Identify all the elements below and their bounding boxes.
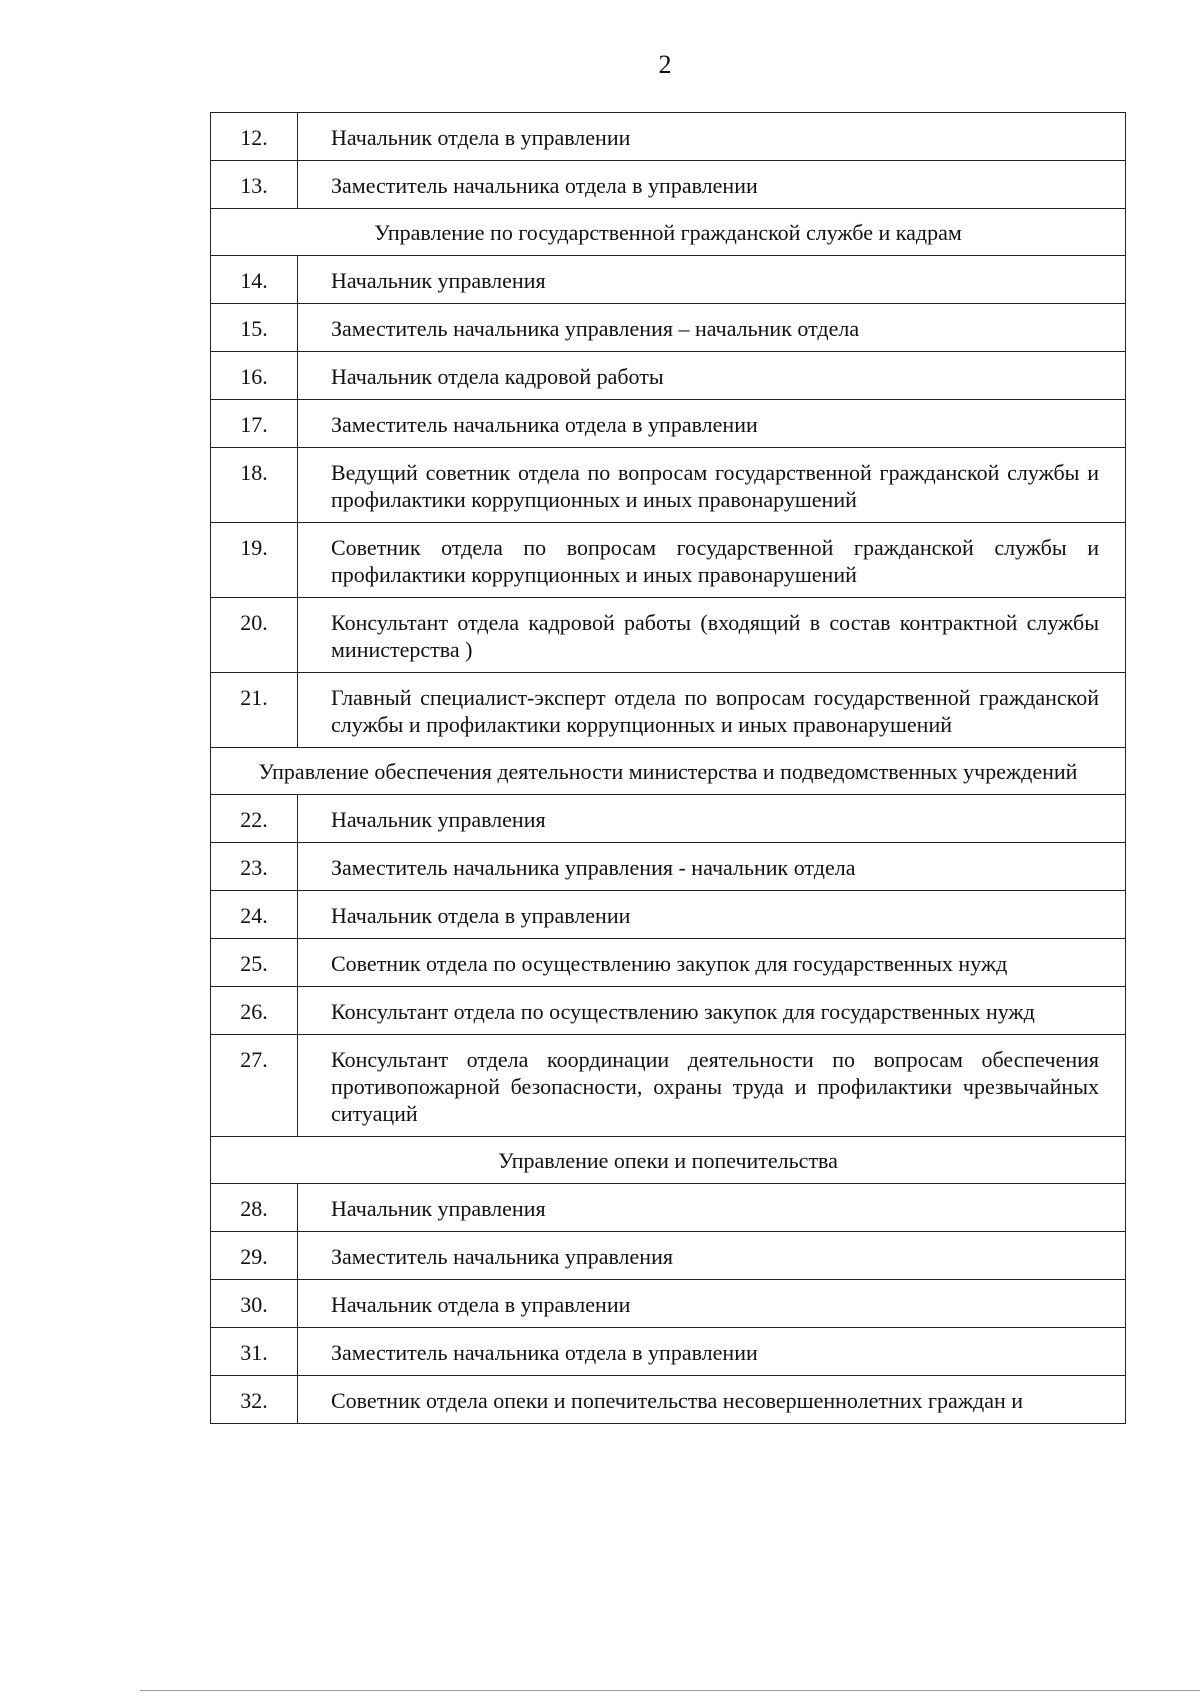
section-title: Управление обеспечения деятельности министерства и подведомственных учреждений — [211, 748, 1126, 795]
position-title: Ведущий советник отдела по вопросам государственной гражданской службы и профилактики коррупционных и иных правонарушений — [298, 448, 1126, 523]
section-header-row — [211, 1137, 1126, 1184]
position-title: Заместитель начальника управления — [298, 1232, 1126, 1280]
row-number: 25. — [211, 939, 298, 987]
row-number: 30. — [211, 1280, 298, 1328]
table-row — [211, 598, 1126, 673]
table-row — [211, 843, 1126, 891]
row-number: 24. — [211, 891, 298, 939]
row-number: 32. — [211, 1376, 298, 1424]
position-title: Заместитель начальника управления – начальник отдела — [298, 304, 1126, 352]
row-number: 15. — [211, 304, 298, 352]
row-number: 22. — [211, 795, 298, 843]
table-row — [211, 1376, 1126, 1424]
row-number: 20. — [211, 598, 298, 673]
section-header-row — [211, 209, 1126, 256]
row-number: 31. — [211, 1328, 298, 1376]
table-row — [211, 987, 1126, 1035]
table-row — [211, 795, 1126, 843]
table-row — [211, 352, 1126, 400]
position-title: Главный специалист-эксперт отдела по вопросам государственной гражданской службы и профилактики коррупционных и иных правонарушений — [298, 673, 1126, 748]
positions-table-body — [211, 113, 1126, 1424]
position-title: Заместитель начальника управления - начальник отдела — [298, 843, 1126, 891]
table-row — [211, 1280, 1126, 1328]
table-row — [211, 891, 1126, 939]
table-row — [211, 304, 1126, 352]
table-row — [211, 448, 1126, 523]
table-row — [211, 113, 1126, 161]
table-row — [211, 256, 1126, 304]
row-number: 18. — [211, 448, 298, 523]
row-number: 17. — [211, 400, 298, 448]
table-row — [211, 939, 1126, 987]
row-number: 26. — [211, 987, 298, 1035]
page-number: 2 — [658, 50, 672, 79]
position-title: Советник отдела опеки и попечительства несовершеннолетних граждан и — [298, 1376, 1126, 1424]
position-title: Начальник управления — [298, 256, 1126, 304]
row-number: 27. — [211, 1035, 298, 1137]
table-row — [211, 673, 1126, 748]
table-row — [211, 1328, 1126, 1376]
position-title: Начальник отдела кадровой работы — [298, 352, 1126, 400]
row-number: 19. — [211, 523, 298, 598]
table-row — [211, 400, 1126, 448]
section-title: Управление по государственной гражданской службе и кадрам — [211, 209, 1126, 256]
section-header-row — [211, 748, 1126, 795]
table-row — [211, 1184, 1126, 1232]
position-title: Консультант отдела кадровой работы (входящий в состав контрактной службы министерства ) — [298, 598, 1126, 673]
position-title: Консультант отдела по осуществлению закупок для государственных нужд — [298, 987, 1126, 1035]
row-number: 29. — [211, 1232, 298, 1280]
table-row — [211, 161, 1126, 209]
row-number: 14. — [211, 256, 298, 304]
row-number: 12. — [211, 113, 298, 161]
position-title: Начальник управления — [298, 1184, 1126, 1232]
row-number: 23. — [211, 843, 298, 891]
position-title: Заместитель начальника отдела в управлении — [298, 161, 1126, 209]
section-title: Управление опеки и попечительства — [211, 1137, 1126, 1184]
table-row — [211, 1035, 1126, 1137]
position-title: Начальник управления — [298, 795, 1126, 843]
bottom-rule — [140, 1690, 1200, 1691]
row-number: 16. — [211, 352, 298, 400]
table-row — [211, 1232, 1126, 1280]
position-title: Консультант отдела координации деятельности по вопросам обеспечения противопожарной безопасности, охраны труда и профилактики чрезвычайных ситуаций — [298, 1035, 1126, 1137]
table-row — [211, 523, 1126, 598]
position-title: Советник отдела по вопросам государственной гражданской службы и профилактики коррупционных и иных правонарушений — [298, 523, 1126, 598]
row-number: 28. — [211, 1184, 298, 1232]
row-number: 21. — [211, 673, 298, 748]
position-title: Советник отдела по осуществлению закупок для государственных нужд — [298, 939, 1126, 987]
position-title: Начальник отдела в управлении — [298, 891, 1126, 939]
position-title: Заместитель начальника отдела в управлении — [298, 400, 1126, 448]
position-title: Начальник отдела в управлении — [298, 113, 1126, 161]
positions-table — [210, 112, 1126, 1424]
position-title: Начальник отдела в управлении — [298, 1280, 1126, 1328]
row-number: 13. — [211, 161, 298, 209]
position-title: Заместитель начальника отдела в управлении — [298, 1328, 1126, 1376]
